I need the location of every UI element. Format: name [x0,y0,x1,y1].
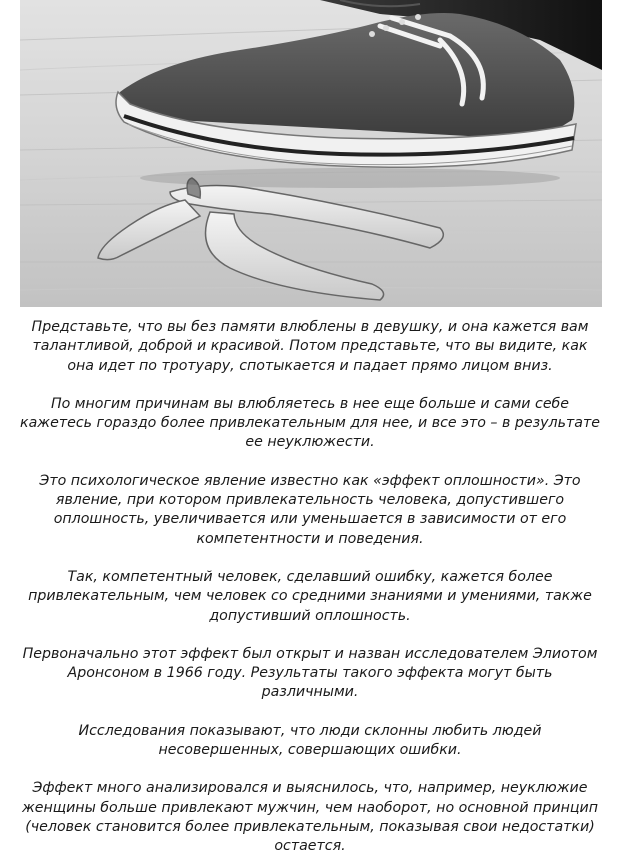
paragraph: Эффект много анализировался и выяснилось, что, например, неуклюжие женщины больше привлекают мужчин, чем наоборот, но основной принцип (человек становится более привлекательным, показывая свои недостатки) остается. [21,780,599,855]
paragraph: Представьте, что вы без памяти влюблены в девушку, и она кажется вам талантливой, доброй и красивой. Потом представьте, что вы видите, как она идет по тротуару, спотыкается и падает прямо лицом вниз. [31,319,589,374]
article-text [18,318,602,857]
sneaker-banana-photo [20,0,602,307]
paragraph: Исследования показывают, что люди склонны любить людей несовершенных, совершающих ошибки. [78,722,542,759]
paragraph: Это психологическое явление известно как «эффект оплошности». Это явление, при котором привлекательность человека, допустившего оплошность, увеличивается или уменьшается в зависимости от его компетентности и поведения. [39,472,581,547]
paragraph: Так, компетентный человек, сделавший ошибку, кажется более привлекательным, чем человек со средними знаниями и умениями, также допустивший оплошность. [28,568,592,624]
paragraph: По многим причинам вы влюбляетесь в нее еще больше и сами себе кажетесь гораздо более привлекательным для нее, и все это – в результате ее неуклюжести. [20,395,600,451]
sneaker-stepping-on-banana-peel-icon [20,0,602,307]
paragraph: Первоначально этот эффект был открыт и назван исследователем Элиотом Аронсоном в 1966 году. Результаты такого эффекта могут быть различными. [22,645,598,701]
